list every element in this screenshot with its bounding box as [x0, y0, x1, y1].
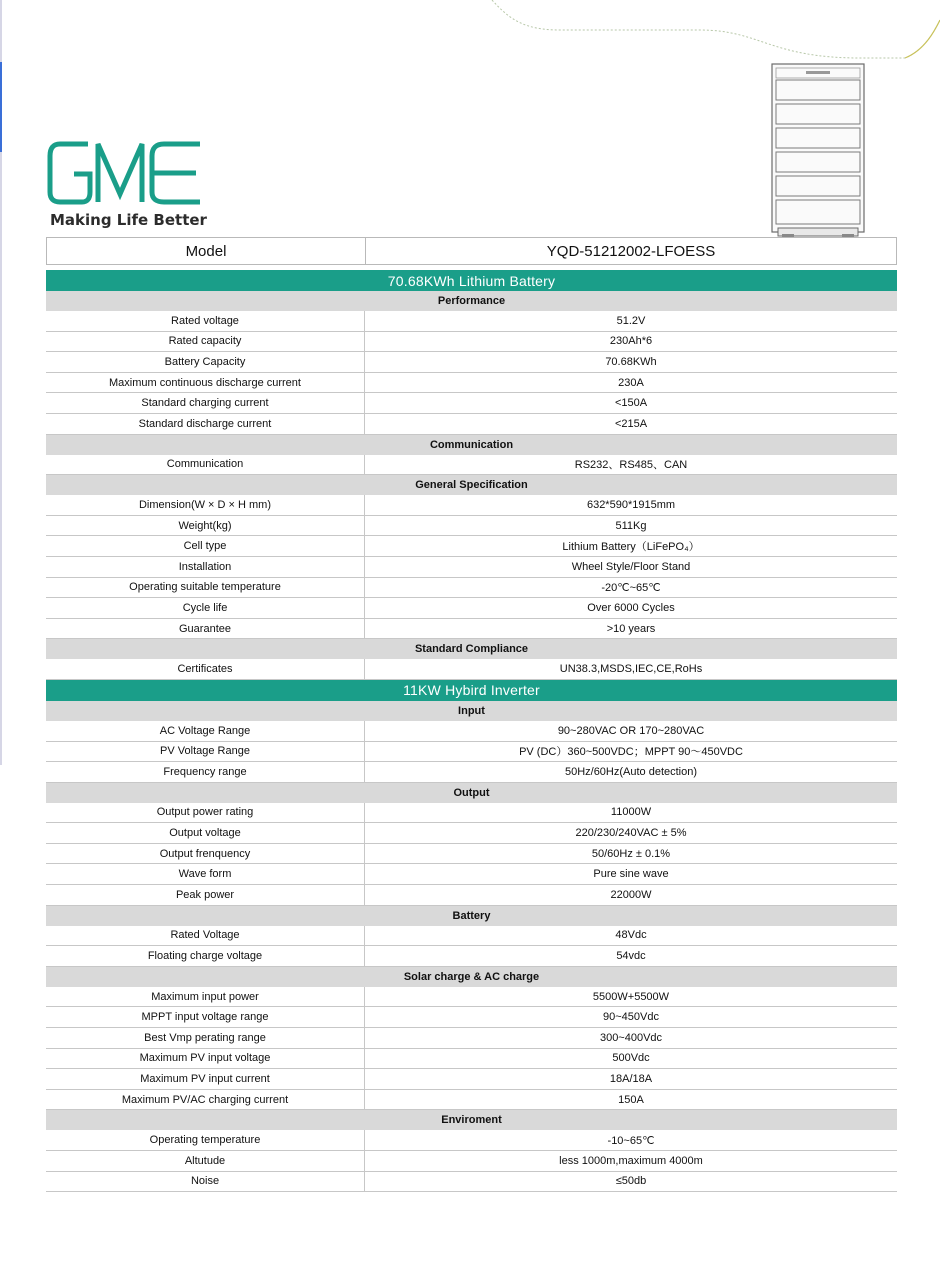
brand-tagline: Making Life Better: [50, 211, 207, 229]
table-row: [46, 1069, 897, 1090]
spec-value: 18A/18A: [609, 1073, 653, 1086]
table-row: [46, 1028, 897, 1049]
table-row: [46, 332, 897, 353]
table-row: [46, 557, 897, 578]
spec-value: 511Kg: [615, 519, 647, 532]
table-row: [46, 1007, 897, 1028]
spec-value: -20℃~65℃: [601, 581, 661, 594]
section-header-performance: Performance: [46, 291, 897, 311]
spec-value: <150A: [614, 397, 648, 410]
table-row: [46, 926, 897, 947]
spec-value: 54vdc: [616, 950, 646, 963]
spec-label: Weight(kg): [46, 516, 365, 536]
spec-value: 150A: [618, 1093, 644, 1106]
spec-label: Rated capacity: [46, 332, 365, 352]
table-row: [46, 598, 897, 619]
spec-value: 500Vdc: [612, 1052, 650, 1065]
table-row: [46, 1130, 897, 1151]
table-row: [46, 536, 897, 557]
spec-label: Guarantee: [46, 619, 365, 639]
table-row: [46, 1151, 897, 1172]
spec-value: ≤50db: [615, 1175, 647, 1188]
spec-label: Maximum PV/AC charging current: [46, 1090, 365, 1110]
spec-value: UN38.3,MSDS,IEC,CE,RoHs: [559, 663, 703, 676]
table-row: [46, 393, 897, 414]
section-header-standard-compliance: Standard Compliance: [46, 639, 897, 659]
spec-label: Battery Capacity: [46, 352, 365, 372]
spec-value: 48Vdc: [615, 929, 647, 942]
spec-label: Maximum PV input current: [46, 1069, 365, 1089]
spec-value: 51.2V: [616, 314, 646, 327]
section-header-general-specification: General Specification: [46, 475, 897, 495]
table-row: [46, 373, 897, 394]
spec-value: 50Hz/60Hz(Auto detection): [564, 765, 698, 778]
spec-value: <215A: [614, 417, 648, 430]
spec-label: Standard discharge current: [46, 414, 365, 434]
spec-label: Noise: [46, 1172, 365, 1192]
spec-value: 300~400Vdc: [599, 1031, 663, 1044]
table-row: [46, 721, 897, 742]
spec-label: Output frenquency: [46, 844, 365, 864]
spec-value: less 1000m,maximum 4000m: [559, 1154, 703, 1167]
table-row: [46, 987, 897, 1008]
table-row: [46, 844, 897, 865]
spec-value: Wheel Style/Floor Stand: [571, 560, 691, 573]
section-header-enviroment: Enviroment: [46, 1110, 897, 1130]
table-row: [46, 619, 897, 640]
table-row: [46, 516, 897, 537]
model-label: Model: [47, 238, 366, 264]
spec-table: [46, 237, 897, 1192]
spec-value: 90~450Vdc: [603, 1011, 659, 1024]
table-row: [46, 1049, 897, 1070]
spec-label: Maximum continuous discharge current: [46, 373, 365, 393]
spec-label: Floating charge voltage: [46, 946, 365, 966]
table-row: [46, 414, 897, 435]
spec-value: 220/230/240VAC ± 5%: [575, 827, 687, 840]
spec-label: Output voltage: [46, 823, 365, 843]
section-header-input: Input: [46, 701, 897, 721]
spec-value: Lithium Battery（LiFePO₄）: [562, 541, 700, 554]
spec-label: Standard charging current: [46, 393, 365, 413]
spec-value: 230Ah*6: [609, 335, 653, 348]
spec-label: Best Vmp perating range: [46, 1028, 365, 1048]
section-header-communication: Communication: [46, 435, 897, 455]
spec-label: Rated Voltage: [46, 926, 365, 946]
spec-value: 632*590*1915mm: [586, 498, 676, 511]
spec-label: Cycle life: [46, 598, 365, 618]
table-row: [46, 659, 897, 680]
spec-label: Output power rating: [46, 803, 365, 823]
table-row: [46, 742, 897, 763]
table-row: [46, 495, 897, 516]
spec-label: Frequency range: [46, 762, 365, 782]
spec-value: 22000W: [610, 888, 652, 901]
spec-value: -10~65℃: [607, 1134, 655, 1147]
spec-value: Pure sine wave: [593, 868, 669, 881]
spec-value: >10 years: [606, 622, 656, 635]
spec-value: Over 6000 Cycles: [587, 601, 675, 614]
table-row: [46, 578, 897, 599]
table-row: [46, 352, 897, 373]
spec-value: 50/60Hz ± 0.1%: [591, 847, 671, 860]
gme-logo: [46, 134, 206, 206]
spec-value: 90~280VAC OR 170~280VAC: [557, 724, 705, 737]
spec-label: Installation: [46, 557, 365, 577]
spec-label: MPPT input voltage range: [46, 1007, 365, 1027]
table-row: [46, 864, 897, 885]
model-value: YQD-51212002-LFOESS: [546, 242, 716, 260]
model-row: [46, 237, 897, 265]
table-row: [46, 311, 897, 332]
spec-label: PV Voltage Range: [46, 742, 365, 762]
table-row: [46, 803, 897, 824]
spec-label: Rated voltage: [46, 311, 365, 331]
table-row: [46, 885, 897, 906]
section-header-output: Output: [46, 783, 897, 803]
spec-label: Peak power: [46, 885, 365, 905]
page-edge-accent: [0, 62, 2, 152]
table-row: [46, 1172, 897, 1193]
spec-label: Maximum PV input voltage: [46, 1049, 365, 1069]
spec-label: Operating temperature: [46, 1130, 365, 1150]
battery-spec-body: [46, 291, 897, 680]
inverter-title: 11KW Hybird Inverter: [46, 680, 897, 701]
spec-value: PV (DC）360~500VDC；MPPT 90～450VDC: [519, 746, 743, 759]
spec-label: Certificates: [46, 659, 365, 679]
spec-value: 70.68KWh: [605, 355, 657, 368]
battery-cabinet-image: [766, 60, 870, 240]
table-row: [46, 1090, 897, 1111]
spec-label: Wave form: [46, 864, 365, 884]
spec-label: Cell type: [46, 536, 365, 556]
table-row: [46, 946, 897, 967]
spec-label: Altutude: [46, 1151, 365, 1171]
spec-label: Operating suitable temperature: [46, 578, 365, 598]
battery-title: 70.68KWh Lithium Battery: [46, 270, 897, 291]
table-row: [46, 455, 897, 476]
section-header-solar-charge-ac-charge: Solar charge & AC charge: [46, 967, 897, 987]
section-header-battery: Battery: [46, 906, 897, 926]
spec-value: 230A: [618, 376, 644, 389]
inverter-spec-body: [46, 701, 897, 1192]
spec-value: RS232、RS485、CAN: [574, 459, 688, 472]
spec-label: AC Voltage Range: [46, 721, 365, 741]
spec-label: Dimension(W × D × H mm): [46, 495, 365, 515]
spec-label: Maximum input power: [46, 987, 365, 1007]
spec-value: 11000W: [610, 806, 652, 819]
spec-label: Communication: [46, 455, 365, 475]
spec-value: 5500W+5500W: [592, 990, 670, 1003]
table-row: [46, 762, 897, 783]
table-row: [46, 823, 897, 844]
